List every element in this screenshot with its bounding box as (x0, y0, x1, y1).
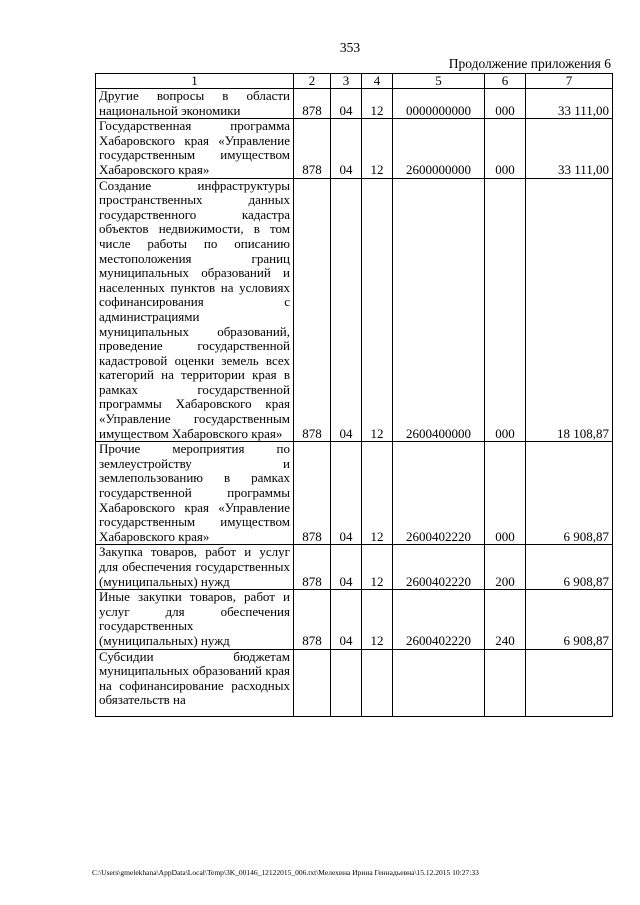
row-subsection: 12 (362, 119, 393, 178)
row-expense-type: 000 (485, 89, 526, 119)
row-section: 04 (331, 119, 362, 178)
row-expense-type: 000 (485, 119, 526, 178)
row-amount: 6 908,87 (526, 590, 613, 649)
row-subsection: 12 (362, 590, 393, 649)
row-amount: 6 908,87 (526, 442, 613, 545)
row-target-article: 2600400000 (393, 178, 485, 442)
table-row (96, 442, 613, 545)
row-expense-type: 200 (485, 545, 526, 590)
row-target-article: 2600402220 (393, 590, 485, 649)
row-section: 04 (331, 442, 362, 545)
row-name: Прочие мероприятия по землеустройству и землепользованию в рамках государственной программы Хабаровского края «Управление государственным имуществом Хабаровского края» (96, 442, 294, 545)
row-amount (526, 649, 613, 716)
row-amount: 18 108,87 (526, 178, 613, 442)
row-target-article: 0000000000 (393, 89, 485, 119)
row-name: Другие вопросы в области национальной экономики (96, 89, 294, 119)
row-expense-type: 240 (485, 590, 526, 649)
continuation-label: Продолжение приложения 6 (448, 56, 611, 71)
header-col-3: 3 (331, 74, 362, 89)
row-subsection (362, 649, 393, 716)
row-name: Закупка товаров, работ и услуг для обеспечения государственных (муниципальных) нужд (96, 545, 294, 590)
row-section: 04 (331, 545, 362, 590)
row-target-article: 2600402220 (393, 545, 485, 590)
row-section (331, 649, 362, 716)
row-section: 04 (331, 89, 362, 119)
header-col-5: 5 (393, 74, 485, 89)
header-col-1: 1 (96, 74, 294, 89)
header-col-6: 6 (485, 74, 526, 89)
header-col-2: 2 (294, 74, 331, 89)
row-amount: 33 111,00 (526, 119, 613, 178)
row-target-article (393, 649, 485, 716)
row-code: 878 (294, 89, 331, 119)
row-code: 878 (294, 178, 331, 442)
table-row (96, 590, 613, 649)
page-number: 353 (339, 40, 361, 55)
row-code: 878 (294, 590, 331, 649)
row-section: 04 (331, 590, 362, 649)
row-code: 878 (294, 442, 331, 545)
row-subsection: 12 (362, 545, 393, 590)
footer-file-path: C:\Users\gmelekhana\AppData\Local\Temp\3K_00146_12122015_006.txt\Мелехина Ирина Геннадьевна\15.12.2015 10:27:33 (92, 868, 479, 877)
row-name: Субсидии бюджетам муниципальных образований края на софинансирование расходных обязательств на (96, 649, 294, 716)
table-row (96, 119, 613, 178)
row-expense-type: 000 (485, 178, 526, 442)
row-code (294, 649, 331, 716)
row-amount: 33 111,00 (526, 89, 613, 119)
row-target-article: 2600000000 (393, 119, 485, 178)
table-row (96, 89, 613, 119)
row-code: 878 (294, 119, 331, 178)
table-row (96, 545, 613, 590)
row-name: Иные закупки товаров, работ и услуг для обеспечения государственных (муниципальных) нужд (96, 590, 294, 649)
table-row (96, 178, 613, 442)
row-name: Государственная программа Хабаровского края «Управление государственным имуществом Хабаровского края» (96, 119, 294, 178)
row-expense-type: 000 (485, 442, 526, 545)
row-subsection: 12 (362, 178, 393, 442)
table-row (96, 649, 613, 716)
row-subsection: 12 (362, 442, 393, 545)
row-section: 04 (331, 178, 362, 442)
row-code: 878 (294, 545, 331, 590)
budget-table (95, 73, 613, 717)
row-subsection: 12 (362, 89, 393, 119)
row-name: Создание инфраструктуры пространственных данных государственного кадастра объектов недвижимости, в том числе работы по описанию местоположения границ муниципальных образований и населенных пунктов на условиях софинансирования с администрациями муниципальных образований, проведение государственной кадастровой оценки земель всех категорий на территории края в рамках государственной программы Хабаровского края «Управление государственным имуществом Хабаровского края» (96, 178, 294, 442)
row-expense-type (485, 649, 526, 716)
header-col-4: 4 (362, 74, 393, 89)
table-header-row (96, 74, 613, 89)
row-target-article: 2600402220 (393, 442, 485, 545)
row-amount: 6 908,87 (526, 545, 613, 590)
header-col-7: 7 (526, 74, 613, 89)
